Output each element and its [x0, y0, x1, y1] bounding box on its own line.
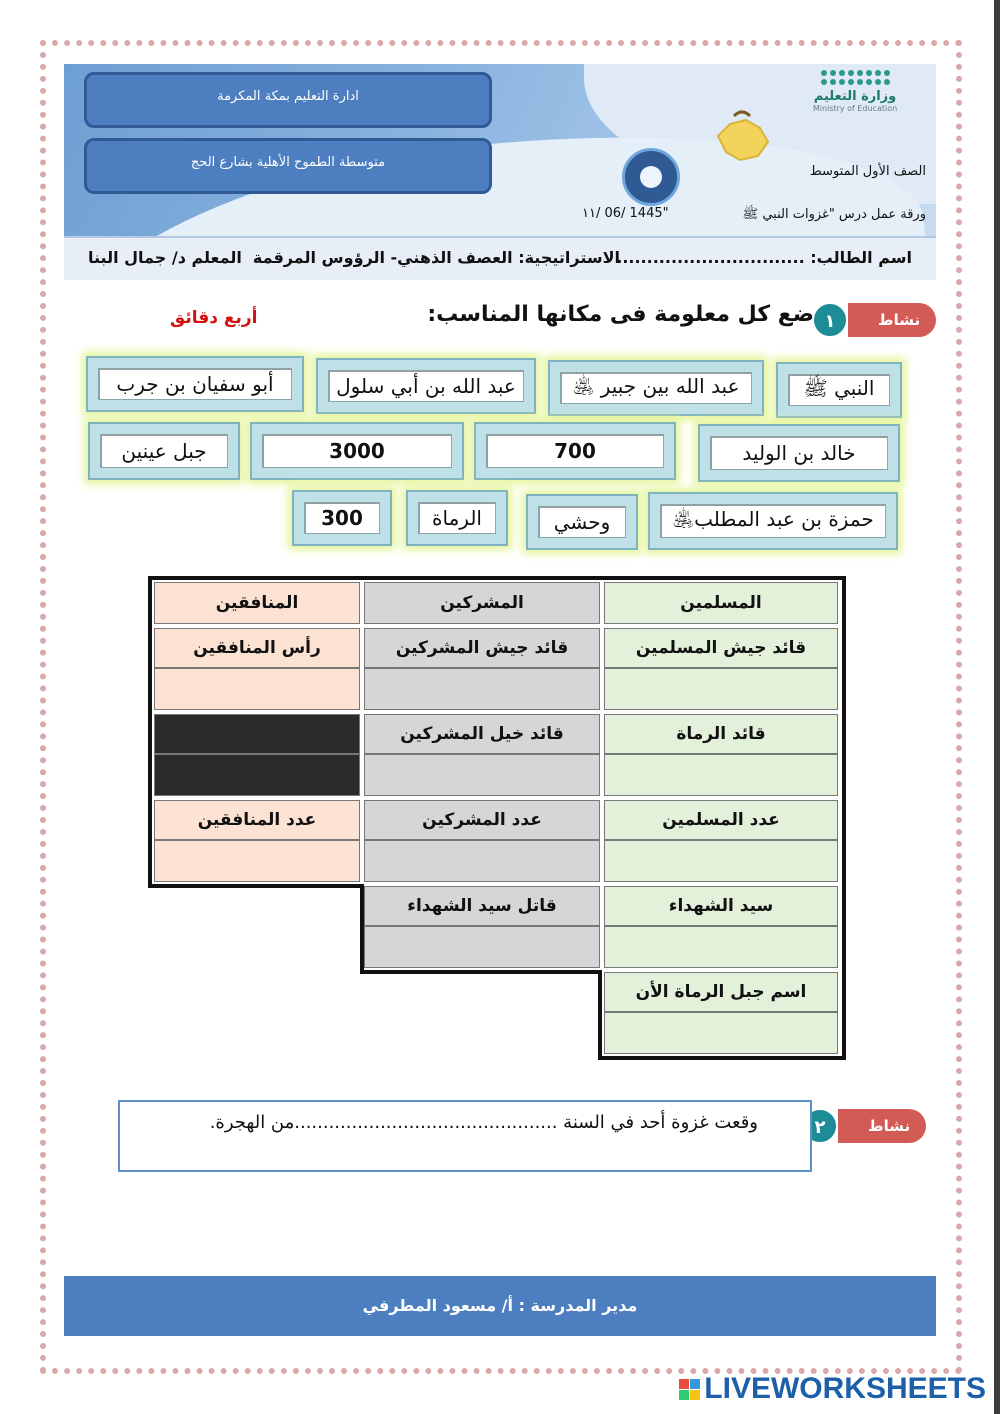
drop-zone-mount-name[interactable] [604, 1012, 838, 1054]
school-seal-icon [622, 148, 680, 206]
drag-card-label: خالد بن الوليد [710, 436, 888, 470]
principal-name: مدير المدرسة : أ/ مسعود المطرفي [362, 1296, 638, 1315]
ministry-logo [810, 70, 900, 113]
activity2-badge-label: نشاط [838, 1109, 926, 1143]
worksheet-header [64, 64, 936, 236]
drag-card-label: عبد الله بن أبي سلول [328, 370, 524, 402]
teacher-label: المعلم د/ جمال البنا [88, 248, 242, 267]
label-archers-leader: قائد الرماة [604, 714, 838, 754]
label-martyr-killer: قاتل سيد الشهداء [364, 886, 600, 926]
drag-card-300[interactable] [292, 490, 392, 546]
drop-zone-martyrs-master[interactable] [604, 926, 838, 968]
scroll-edge [994, 0, 1000, 1414]
drop-zone-mushrik-count[interactable] [364, 840, 600, 882]
drag-card-label: 3000 [262, 434, 452, 468]
education-admin-label: ادارة التعليم بمكة المكرمة [84, 72, 492, 128]
drop-zone-archers-leader[interactable] [604, 754, 838, 796]
drag-card-label: عبد الله بين جبير ﵁ [560, 372, 752, 404]
drag-card-wahshi[interactable] [526, 494, 638, 550]
drag-card-label: جبل عينين [100, 434, 228, 468]
drop-zone-cavalry-leader[interactable] [364, 754, 600, 796]
drag-card-hamza[interactable] [648, 492, 898, 550]
grade-label: الصف الأول المتوسط [809, 164, 926, 179]
drag-card-archers[interactable] [406, 490, 508, 546]
drag-card-khalid[interactable] [698, 424, 900, 482]
drop-zone-munafiq-count[interactable] [154, 840, 360, 882]
drag-card-mount-ainain[interactable] [88, 422, 240, 480]
drag-card-label: النبي ﷺ [788, 374, 890, 406]
activity2-sentence[interactable]: وقعت غزوة أحد في السنة ..............................................من الهجرة. [209, 1112, 758, 1133]
activity1-title: ضع كل معلومة فى مكانها المناسب: [427, 302, 814, 327]
ministry-name-en: Ministry of Education [812, 104, 898, 113]
principal-footer [64, 1276, 936, 1336]
drag-card-abdullah-salul[interactable] [316, 358, 536, 414]
label-cavalry-leader: قائد خيل المشركين [364, 714, 600, 754]
drag-card-label: وحشي [538, 506, 626, 538]
label-mount-name: اسم جبل الرماة الأن [604, 972, 838, 1012]
lesson-title: ورقة عمل درس "غزوات النبي ﷺ [742, 207, 926, 222]
drop-zone-munafiq-head[interactable] [154, 668, 360, 710]
drag-card-abu-sufyan[interactable] [86, 356, 304, 412]
label-muslim-count: عدد المسلمين [604, 800, 838, 840]
drop-zone-muslim-leader[interactable] [604, 668, 838, 710]
activity2-badge [814, 1108, 926, 1144]
liveworksheets-text: LIVEWORKSHEETS [704, 1372, 986, 1405]
drop-zone-mushrik-leader[interactable] [364, 668, 600, 710]
activity1-time: أربع دقائق [170, 308, 258, 328]
student-info-bar [64, 236, 936, 280]
drag-card-prophet[interactable] [776, 362, 902, 418]
header-mushrikin: المشركين [364, 582, 600, 624]
student-name-field[interactable]: اسم الطالب: ............................... [616, 248, 912, 267]
saudi-map-icon [712, 106, 774, 168]
drag-card-3000[interactable] [250, 422, 464, 480]
label-munafiq-count: عدد المنافقين [154, 800, 360, 840]
liveworksheets-mark-icon [679, 1379, 700, 1400]
ministry-name: وزارة التعليم [813, 89, 897, 104]
activity2-box [118, 1100, 812, 1172]
drag-card-label: أبو سفيان بن جرب [98, 368, 292, 400]
ministry-dots-icon [810, 70, 900, 85]
activity1-badge-number: ١ [812, 302, 848, 338]
lesson-date: ١١/ 06/ 1445" [582, 206, 669, 221]
drop-zone-muslim-count[interactable] [604, 840, 838, 882]
label-mushrik-leader: قائد جيش المشركين [364, 628, 600, 668]
label-martyrs-master: سيد الشهداء [604, 886, 838, 926]
drag-card-label: 300 [304, 502, 380, 534]
blank-dark-cell [154, 714, 360, 754]
drag-card-label: 700 [486, 434, 664, 468]
label-mushrik-count: عدد المشركين [364, 800, 600, 840]
label-muslim-leader: قائد جيش المسلمين [604, 628, 838, 668]
drop-zone-martyr-killer[interactable] [364, 926, 600, 968]
strategy-label: الاستراتيجية: العصف الذهني- الرؤوس المرقمة [252, 248, 620, 267]
activity1-badge [824, 302, 936, 338]
drag-card-abdullah-jubair[interactable] [548, 360, 764, 416]
label-munafiq-head: رأس المنافقين [154, 628, 360, 668]
liveworksheets-logo[interactable] [679, 1372, 986, 1406]
blank-dark-cell [154, 754, 360, 796]
school-name-label: متوسطة الطموح الأهلية بشارع الحج [84, 138, 492, 194]
header-munafiqin: المنافقين [154, 582, 360, 624]
drag-card-700[interactable] [474, 422, 676, 480]
header-muslims: المسلمين [604, 582, 838, 624]
drag-card-label: حمزة بن عبد المطلب﵁ [660, 504, 886, 538]
activity1-badge-label: نشاط [848, 303, 936, 337]
activity2-badge-number: ٢ [802, 1108, 838, 1144]
drag-card-label: الرماة [418, 502, 496, 534]
